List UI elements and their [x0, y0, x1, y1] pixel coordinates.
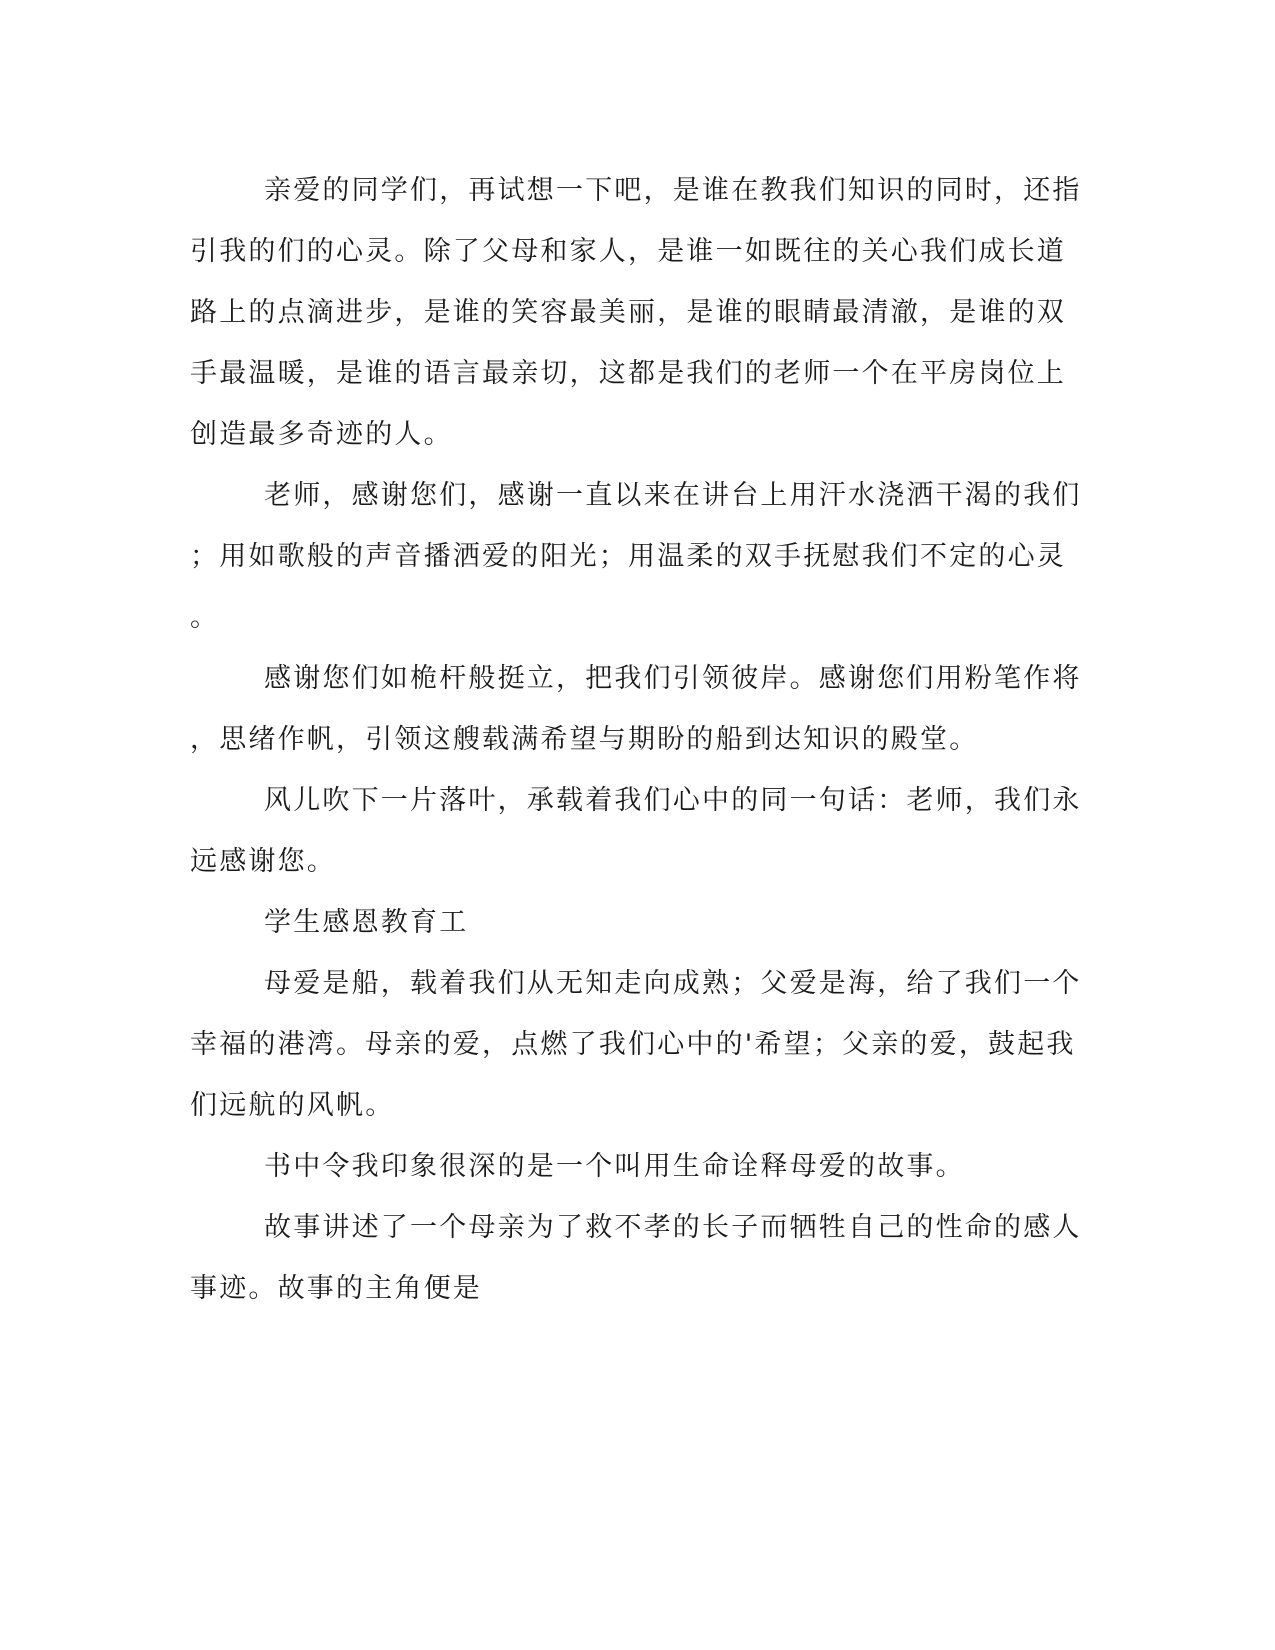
text-line: 亲爱的同学们，再试想一下吧，是谁在教我们知识的同时，还指 [264, 175, 1082, 206]
text-line: 。 [190, 602, 220, 633]
document-body [190, 160, 1082, 1319]
text-line: ，思绪作帆，引领这艘载满希望与期盼的船到达知识的殿堂。 [190, 724, 979, 755]
text-line: 母爱是船，载着我们从无知走向成熟；父爱是海，给了我们一个 [264, 968, 1082, 999]
text-line: 书中令我印象很深的是一个叫用生命诠释母爱的故事。 [264, 1151, 965, 1182]
text-line: 感谢您们如桅杆般挺立，把我们引领彼岸。感谢您们用粉笔作将 [264, 663, 1082, 694]
text-line: 幸福的港湾。母亲的爱，点燃了我们心中的'希望；父亲的爱，鼓起我 [190, 1029, 1076, 1060]
text-line: 引我的们的心灵。除了父母和家人，是谁一如既往的关心我们成长道 [190, 236, 1066, 267]
text-line: 事迹。故事的主角便是 [190, 1273, 482, 1304]
text-line: 老师，感谢您们，感谢一直以来在讲台上用汗水浇洒干渴的我们 [264, 480, 1082, 511]
text-line: 风儿吹下一片落叶，承载着我们心中的同一句话：老师，我们永 [264, 785, 1082, 816]
text-line: 路上的点滴进步，是谁的笑容最美丽，是谁的眼睛最清澈，是谁的双 [190, 297, 1066, 328]
text-line: 远感谢您。 [190, 846, 336, 877]
text-line: 故事讲述了一个母亲为了救不孝的长子而牺牲自己的性命的感人 [264, 1212, 1082, 1243]
text-line: 们远航的风帆。 [190, 1090, 395, 1121]
text-line: 手最温暖，是谁的语言最亲切，这都是我们的老师一个在平房岗位上 [190, 358, 1066, 389]
section-heading: 学生感恩教育工 [264, 907, 469, 938]
text-line: 创造最多奇迹的人。 [190, 419, 453, 450]
text-line: ；用如歌般的声音播洒爱的阳光；用温柔的双手抚慰我们不定的心灵 [190, 541, 1066, 572]
